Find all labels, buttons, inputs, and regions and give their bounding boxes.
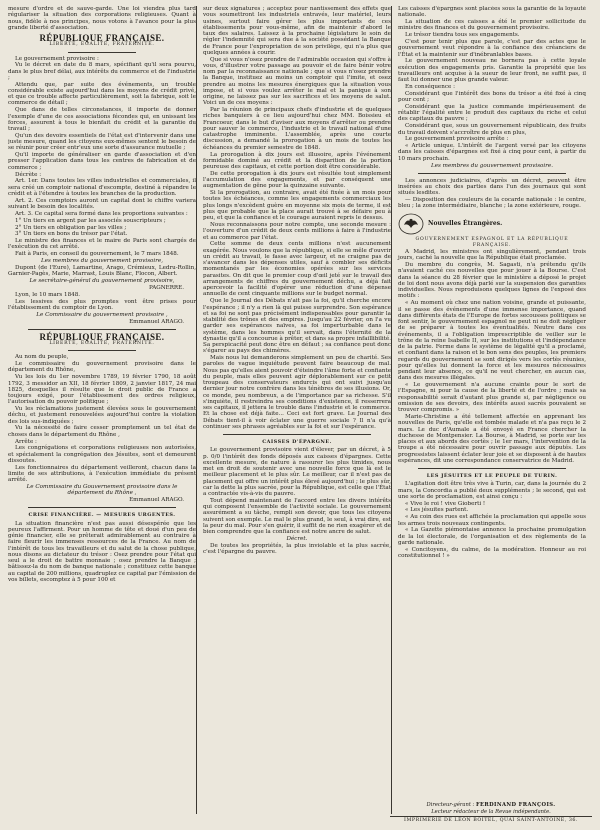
paragraph: Décrète : (15, 171, 42, 178)
paragraph: Au nom du peuple, (15, 354, 69, 361)
paragraph: Attendu que, par suite des événements, un trouble considérable existe aujourd'hui dans les moyens de crédit privé, et que ce trouble affecte particulièrement, soit la fabrique, soit le commerce de détail ; (8, 81, 196, 107)
paragraph: Lyon, le 10 mars 1848. (15, 291, 81, 298)
divider (418, 173, 566, 174)
paragraph: « Article unique. L'intérêt de l'argent versé par les citoyens dans les caisses d'épargnes est fixé à cinq pour cent, à partir du 10 mars prochain. (398, 143, 586, 162)
members-title: Les membres du gouvernement provisoire, (41, 258, 163, 265)
paragraph: « Au moment où chez une nation voisine, grande et puissante, il se passe des événements d'une immense importance, quand dans différents états de l'Europe de fortes secousses politiques se font sentir, le gouvernement espagnol ne peut ni ne doit négliger de se préparer à toutes les éventualités. Neutre dans ces événements, il a l'obligation imprescriptible de veiller sur le trône de la reine Isabelle II, sur les institutions et l'indépendance de la patrie. Ferme dans le système de légalité qu'il a proclamé, et confiant dans la raison et le bon sens des peuples, les premiers regards du gouvernement se sont dirigés vers les cortès réunies, pour qu'elles lui donnent la force et les mesures nécessaires pendant leur absence, ce qu'il ne veut chercher, en aucun cas, dans des mesures illégales. (398, 300, 586, 382)
list-item: 2° Un tiers en obligation par les villes ; (15, 224, 127, 231)
divider (28, 329, 176, 330)
paragraph: Qu'il importe de généraliser en garde d'association et d'en presser l'application dans tous les centres de fabrication et de commerce ; (8, 152, 196, 171)
director-note: Lecteur rédacteur de la Revue indépendante. (431, 808, 551, 815)
secretary-title: Le secrétaire-général du gouvernement provisoire, (29, 278, 175, 285)
paragraph: Le gouvernement provisoire vient d'élever, par un décret, à 5 p. 0/0 l'intérêt des fonds déposés aux caisses d'épargnes. Cette excellente mesure, de nature à rassurer les plus timides, nous met en droit de soutenir avec une nouvelle force que là est le meilleur placement et le plus sûr. Le meilleur, car il n'est pas de placement qui offre un intérêt plus élevé aujourd'hui ; le plus sûr, car la dette la plus sacrée, pour la République, est celle que l'État a contractée vis-à-vis du pauvre. (203, 447, 391, 498)
paragraph: Que si vous n'osez prendre de l'admirable occasion qui s'offre à vous, d'illustrer votre passage au pouvoir et de faire bénir votre nom par la reconnaissance nationale ; que si vous n'osez prendre la Banque, instituez au moins un comptoir qui l'imite, et osez prendre au moins les mesures énergiques que la situation vous impose, et si vous voulez arrêter le mal et la panique à son origine, ne laissez pas sur les sacrifices et les moyens de salut. Voici un de ces moyens : (203, 56, 391, 107)
divider (68, 52, 136, 53)
section-title-jesuites: LES JÉSUITES ET LE PEUPLE DE TURIN. (426, 473, 558, 479)
paragraph: Vu la nécessité de faire cesser promptement un tel état de choses dans le département du Rhône , (8, 425, 196, 438)
headline-republique-1: RÉPUBLIQUE FRANÇAISE. (39, 33, 165, 43)
motto-1: LIBERTÉ, ÉGALITÉ, FRATERNITÉ. (49, 42, 155, 48)
foreign-news-header (398, 213, 586, 235)
divider (28, 507, 176, 508)
paragraph: L'agitation doit être très vive à Turin, car, dans la journée du 2 mars, la Concordia a publié deux suppléments ; le second, qui est une sorte de proclamation, est ainsi conçu : (398, 481, 586, 500)
columns (8, 6, 592, 814)
foreign-news-title: Nouvelles Étrangères. (428, 219, 503, 227)
motto-2: LIBERTÉ, ÉGALITÉ, FRATERNITÉ. (49, 341, 155, 347)
paragraph: Que dans de telles circonstances, il importe de donner l'exemple d'une de ces associations fécondes qui, en unissant les forces, assurent à tous le bienfait du crédit et la garantie du travail ; (8, 107, 196, 133)
eagle-seal-icon (398, 213, 424, 235)
paragraph: Les congrégations et corporations religieuses non autorisées, et spécialement la congrégation des Jésuites, sont et demeurent dissoutes. (8, 445, 196, 464)
col1-intro: mesure d'ordre et de sauve-garde. Une loi viendra plus tard régulariser la situation des corporations religieuses. Quant à nous, fidèle à nos principes, nous votons à l'avance pour la plus grande liberté d'association. (8, 6, 196, 31)
director-name: FERDINAND FRANÇOIS. (475, 802, 556, 809)
quote-line: « Concitoyens, du calme, de la modération. Honneur au roi constitutionnel ! » (398, 546, 586, 559)
commissaire-name: Emmanuel ARAGO. (129, 318, 184, 325)
paragraph: Vu les lois du 1er novembre 1789, 19 février 1790, 18 août 1792, 3 messidor an XII, 18 février 1809, 2 janvier 1817, 24 mai 1825, desquelles il résulte que le droit public de France a toujours exigé, pour l'établissement des ordres religieux, l'autorisation du pouvoir politique ; (8, 374, 196, 406)
paragraph: Cette somme de deux cents millions n'est aucunement exagérée. Nous voulons que la république, si elle se mêle d'ouvrir un crédit au travail, le fasse avec largeur, et ne craigne pas de s'avancer dans les dépenses utiles, sauf à combler ses déficits momentanés par les économies opérées sur les services parasites. On dit que le premier coup d'œil jeté sur le travail des arrangements de chiffres du gouvernement déchu, a déjà fait apercevoir la facilité d'opérer une réduction d'une dépense annuelle de cent cinquante millions sur le budget normal. (203, 241, 391, 298)
paragraph: Qu'un des devoirs essentiels de l'état est d'intervenir dans une juste mesure, quand les citoyens eux-mêmes sentent le besoin de se réunir pour créer entr'eux une sorte d'assurance mutuelle ; (8, 132, 196, 152)
column-2 (196, 6, 391, 814)
paragraph: Les fonctionnaires du département veilleront, chacun dans la limite de ses attributions, à l'exécution immédiate du présent arrêté. (8, 464, 196, 484)
paragraph: « Le gouvernement n'a aucune crainte pour le sort de l'Espagne, ni pour la cause de la liberté et de l'ordre ; mais sa responsabilité serait d'autant plus grande si, par négligence ou omission de ses devoirs, des intérêts aussi sacrés pouvaient se trouver compromis. » (398, 382, 586, 414)
paragraph: La situation financière n'est pas aussi désespérée que les peureux l'affirment. Pour un homme de tête et doué d'un peu de génie financier, elle se prêterait admirablement au contraire à faire fleurir les immenses ressources de la France. Au nom de l'intérêt de tous les travailleurs et du salut de la chose publique, nous disons au dictateur du trésor : Osez prendre pour l'état qui seul a le droit de battre monnaie ; osez prendre la Banque ; bâtissez-la du nom de banque nationale ; constituez cette banque au capital de 200 millions, quadruplez ce capital par l'émission de vos billets, escomptez à 5 pour 100 et (8, 520, 196, 583)
divider (223, 434, 371, 435)
paragraph: Le gouvernement nouveau ne bornera pas à cette loyale exécution des engagements pris. Garantie la propriété que les travailleurs ont acquise à la sueur de leur front, ne suffit pas, il faut lui donner une plus grande valeur. (398, 58, 586, 84)
list-item: 3° Un tiers en bons du trésor par l'état. (15, 231, 128, 238)
paragraph: La prorogation à dix jours est illusoire, après l'événement formidable dominé au crédit et la disparition de la portion peureuse des capitaux, et cette portion doit être considérable. (203, 151, 391, 171)
paragraph: Si la prorogation, au contraire, avait été fixée à un mois pour toutes les échéances, comme les engagements commerciaux les plus longs n'excèdent guère en moyenne six mois de terme, il est plus que probable que la place aurait trouvé à se défaire peu à peu, et que la confiance et le courage auraient repris le dessus. (203, 190, 391, 222)
article: Art. 2. Ces comptoirs auront un capital dont le chiffre variera suivant le besoin des localités. (8, 197, 196, 210)
divider (68, 350, 136, 351)
commissaire-name: Emmanuel ARAGO. (129, 497, 184, 504)
paragraph: sur deux signatures ; acceptez pour nantissement des effets que vous soumettront les industriels entravés, leur matériel, leurs usines, surtout faire gérer les plus importants de ces établissements pour vous-même, afin de maintenir d'abord le taux des salaires. Laissez à la prochaine législature le soin de régler l'indemnité qui sera due à la société possédant la Banque de France pour l'expropriation de son privilège, qui n'a plus que quelques années à courir. (203, 6, 391, 56)
quote-line: « Vive le roi ! vive Gioberti ! (405, 500, 486, 507)
paragraph: Arrête : (15, 438, 37, 445)
paragraph: Le gouvernement provisoire : (15, 55, 99, 62)
page-footer (390, 802, 592, 824)
paragraph: — Disposition des couleurs de la cocarde nationale : le centre, bleu ; la zone intermédiaire, blanche ; la zone extérieure, rouge. (398, 197, 586, 210)
paragraph: Vu le décret en date du 8 mars, spécifiant qu'il sera pourvu, dans le plus bref délai, aux intérêts du commerce et de l'industrie ; (8, 62, 196, 81)
paragraph: De cette prorogation à dix jours est résultée tout simplement l'accumulation des engagements, et par conséquent une augmentation de gêne pour la quinzaine suivante. (203, 170, 391, 190)
paragraph: La situation de ces caisses a été le premier sollicitude du ministre des finances et du gouvernement provisoire. (398, 19, 586, 32)
foreign-news-subtitle: GOUVERNEMENT ESPAGNOL ET LA RÉPUBLIQUE FRANÇAISE. (415, 236, 569, 248)
commissaire-title: Le Commissaire du Gouvernement provisoire dans le département du Rhône , (26, 484, 178, 497)
paragraph: Tout dépend maintenant de l'accord entre les divers intérêts qui composent l'ensemble de l'activité sociale. Le gouvernement assurément a su tâche, rempli son devoir, que tous les citoyens suivent son exemple. Le mal le plus grand, le seul, à vrai dire, est la peur du mal. Pour s'en guérir, il suffit de ne rien exagérer et de bien comprendre que la confiance est notre ancre de salut. (203, 497, 391, 536)
secretary-name: PAGNERRE. (148, 284, 184, 291)
column-1 (8, 6, 196, 814)
decret-label: Décret. (286, 536, 308, 543)
paragraph: Vu les réclamations justement élevées sous le gouvernement déchu, et justement renouvelées aujourd'hui contre la violation des lois sus-indiquées ; (8, 406, 196, 425)
paragraph: Fait à Paris, en conseil du gouvernement, le 7 mars 1848. (15, 251, 179, 258)
paragraph: Par la réunion de principaux chefs d'industrie et de quelques riches banquiers à ce lieu aujourd'hui chez MM. Boissieu et Francoeur, dans le but d'aviser aux moyens d'arrêter ou prendre pour sauver le commerce, l'industrie et le travail national d'une catastrophe imminente. L'assemblée, après une courte discussion, a demandé la prorogation à un mois de toutes les échéances du premier semestre de 1848. (203, 107, 391, 151)
quote-line: « Les jésuites partent. (405, 507, 469, 514)
paragraph: Considérant que la justice commande impérieusement de rétablir l'égalité entre le produit des capitaux du riche et celui des capitaux du pauvre ; (398, 103, 586, 123)
article: Art. 1er. Dans toutes les villes industrielles et commerciales, il sera créé un comptoir national d'escompte, destiné à répandre le crédit et à l'étendre à toutes les branches de la production. (8, 178, 196, 197)
director-label: Directeur-gérant : (426, 802, 475, 809)
members-list: Dupont (de l'Eure), Lamartine, Arago, Crémieux, Ledru-Rollin, Garnier-Pagès, Marie, Marrast, Louis Blanc, Flocon, Albert. (8, 265, 196, 278)
printer-line: IMPRIMERIE DE LÉON BOITEL, QUAI SAINT-ANTOINE, 36. (390, 816, 592, 824)
article: Art. 3. Ce capital sera formé dans les proportions suivantes : (15, 210, 188, 217)
quote-line: « Au coin des rues est affichée la proclamation qui appelle sous les armes trois nouveaux contingents. (398, 514, 586, 527)
paragraph: Les annonces judiciaires, d'après un décret, peuvent être insérées au choix des parties dans l'un des journaux qui sont situés lesdites. (398, 177, 586, 197)
section-title-caisses: CAISSES D'ÉPARGNE. (262, 439, 332, 446)
list-item: 1° Un tiers en argent par les associés souscripteurs ; (15, 217, 166, 224)
paragraph: Mais nous lui demanderons simplement un peu de charité. Ses paroles de vague inquiétude peuvent faire beaucoup de mal. Nous pas qu'elles aient pouvoir d'éteindre l'âme forte et confiante du peuple, mais elles peuvent agir déplorablement sur ce petit troupeau des conservateurs endurcis qui ont suivi jusqu'au dernier jour notre confrère dans les ténèbres de ses illusions. Or, ce monde, peu nombreux, a de l'importance par sa richesse. S'il s'inquiète, il restreindra ses conditions d'existence, il resserrera ses capitaux, il jettera le trouble dans l'industrie et le commerce. Et la chose est déjà faite... Ceci est fort grave. Le Journal des Débats tient-il à voir éclater une guerre sociale ? Il n'a qu'à continuer ses phrases agréables sur la foi et sur l'espérance. (203, 355, 391, 430)
paragraph: En conséquence : (405, 83, 455, 90)
paragraph: Que le Journal des Débats n'ait pas la foi, qu'il cherche encore l'espérance ; il n'y a rien là qui puisse surprendre. Son espérance et sa foi ne sont pas précisément indispensables pour garantir la stabilité des trônes et des empires. Jusqu'au 22 février, on l'a vu garder ses espérances naïves, sa foi imperturbable dans le système, dans les hommes qu'il servait, dans l'éternité de la dynastie qu'il a concourue à prêter, et dans sa propre infaillibilité. Sa perspicacité peut donc être en défaut ; sa confiance peut donc s'égarer au pays des chimères. (203, 298, 391, 355)
commissaire-title: Le Commissaire du gouvernement provisoire , (36, 311, 168, 318)
headline-republique-2: RÉPUBLIQUE FRANÇAISE. (39, 331, 165, 342)
paragraph: Le gouvernement provisoire arrête : (405, 136, 509, 143)
paragraph: Le trésor tiendra tous ses engagements. (405, 32, 520, 39)
divider (418, 468, 566, 469)
paragraph: Du membre du congrès, M. Sagasti, n'a prétendu qu'ils n'avaient caché ces nouvelles que pour jouer à la Bourse. C'est dans la séance du 28 février que le ministère a déposé le projet de loi dont nous avons déjà parlé sur la suspension des garanties individuelles. Nous reproduisons quelques lignes de l'exposé des motifs : (398, 262, 586, 300)
paragraph: Le commissaire du gouvernement provisoire dans le département du Rhône, (8, 361, 196, 374)
paragraph: Considérant que l'intérêt des bons du trésor a été fixé à cinq pour cent ; (398, 90, 586, 104)
paragraph: Les caisses d'épargnes sont placées sous la garantie de la loyauté nationale. (398, 6, 586, 19)
column-3 (391, 6, 586, 814)
paragraph: Les lessives des plus promptes vont être prises pour l'établissement du comptoir de Lyon. (8, 298, 196, 311)
section-title-crise: CRISE FINANCIÈRE. — MESURES URGENTES. (28, 512, 176, 519)
paragraph: Nous reconnaissons pour notre compte, une seconde mesure : l'ouverture d'un crédit de deux cents millions à faire à l'industrie et au commerce par l'état. (203, 222, 391, 241)
members-title: Les membres du gouvernement provisoire. (431, 162, 553, 169)
paragraph: Considérant que, sous un gouvernement républicain, des fruits du travail doivent s'accroître de plus en plus, (398, 123, 586, 136)
paragraph: De toutes les propriétés, la plus inviolable et la plus sacrée, c'est l'épargne du pauvre. (203, 542, 391, 556)
paragraph: C'est pour tenir plus que parole, c'est par des actes que le gouvernement veut répondre à la confiance des créanciers de l'État et la maintenir sur d'inébranlables bases. (398, 39, 586, 58)
quote-line: « La Gazette piémontaise annonce la prochaine promulgation de la loi électorale, de l'organisation et des règlements de la garde nationale. (398, 527, 586, 546)
paragraph: A Madrid, les ministres ont singulièrement, pendant trois jours, caché la nouvelle que la République était proclamée. (398, 249, 586, 262)
paragraph: Marie-Christine a été tellement affectée en apprenant les nouvelles de Paris, qu'elle est tombée malade et n'a pas reçu le 2 mars. Le duc d'Aumale a été envoyé en France chercher la duchesse de Montpensier. La Bourse, à Madrid, se porte sur les places et aux abords des cortès ; le 1er mars, l'intervention de la troupe a été nécessaire pour ouvrir passage aux députés. Les progressistes laissent éclater leur joie et se disposent à de hautes espérances, dit une correspondance conservatrice de Madrid. (398, 414, 586, 464)
paragraph: Le ministre des finances et le maire de Paris sont chargés de l'exécution du cet arrêté. (8, 238, 196, 251)
